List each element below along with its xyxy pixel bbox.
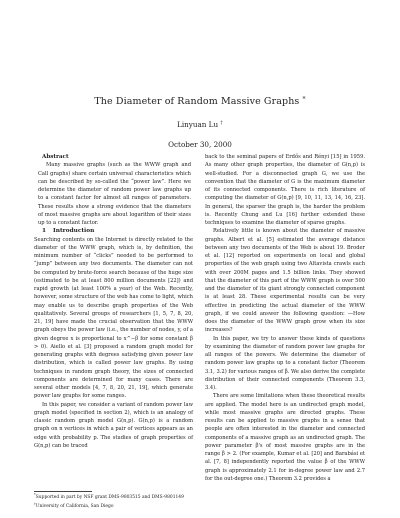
section-title: Introduction — [53, 228, 95, 235]
intro-paragraph-1: Searching contents on the Internet is directly related to the diameter of the WWW graph, which is, by definition, the minimum number of “clicks” needed to be performed to “jump” between any two documents. The diameter can not be computed by brute-force search because of the huge size (estimated to be at least 800 million documents [22]) and rapid growth (at least 100% a year) of the Web. Recently, however, some structure of the web has come to light, which may enable us to describe graph properties of the Web qualitatively. Several groups of researchers [1, 5, 7, 8, 20, 21, 19] have made the crucial observation that the WWW graph obeys the power law (i.e., the number of nodes, y, of a given degree x is proportional to x^−β for some constant β > 0). Aiello et al. [3] proposed a random graph model for generating graphs with degrees satisfying given power law distribution, which is called power law graphs. By using techniques in random graph theory, the sizes of connected components are determined for many cases. There are several other models [4, 7, 8, 20, 21, 19], which generate power law graphs for some ranges. — [34, 236, 193, 400]
left-column — [34, 153, 193, 450]
title-footnote-mark: * — [302, 96, 306, 103]
right-column — [205, 153, 365, 483]
abstract-heading: Abstract — [42, 154, 69, 160]
footnote-1-text: Supported in part by NSF grant DMS-9803515 and DMS-9801149 — [35, 495, 184, 500]
paper-date: October 30, 2000 — [168, 140, 232, 149]
footnote-1-mark: * — [34, 493, 36, 497]
paper-title-text: The Diameter of Random Massive Graphs — [94, 96, 300, 107]
footnote-1 — [34, 492, 193, 501]
footnotes — [34, 491, 193, 510]
right-paragraph-4: There are some limitations when these theoretical results are applied. The model here is an undirected graph model, while most massive graphs are directed graphs. These results can be applied to massive graphs in a sense that people are often interested in the diameter and connected components of a massive graph as an undirected graph. The power parameter β's of most massive graphs are in the range β > 2. (For example, Kumar et al. [20] and Barabási et al. [7, 8] independently reported the value β of the WWW graph is approximately 2.1 for in-degree power law and 2.7 for the out-degree one.) Theorem 3.2 provides a — [205, 393, 365, 482]
right-paragraph-2: Relatively little is known about the diameter of massive graphs. Albert et al. [5] estimated the average distance between any two documents of the Web is about 19. Broder et al. [12] reported on experiments on local and global properties of the web graph using two Altavista crawls each with over 200M pages and 1.5 billion links. They showed that the diameter of this part of the WWW graph is over 500 and the diameter of its giant strongly connected component is at least 28. These experimental results can be very effective in predicting the actual diameter of the WWW graph, if we could answer the following question: —How does the diameter of the WWW graph grow when its size increases? — [205, 228, 365, 334]
section-number: 1 — [42, 228, 47, 235]
abstract-body: Many massive graphs (such as the WWW graph and Call graphs) share certain universal characteristics which can be described by so-called the “power law”. Here we determine the diameter of random power law graphs up to a constant factor for almost all ranges of parameters. These results show a strong evidence that the diameters of most massive graphs are about logarithm of their sizes up to a constant factor. — [38, 162, 191, 226]
right-paragraph-1: back to the seminal papers of Erdős and Rényi [15] in 1959. As many other graph properties, the diameter of G(n,p) is well-studied. For a disconnected graph G, we use the convention that the diameter of G is the maximum diameter of its connected components. There is rich literature of computing the diameter of G(n,p) [9, 10, 11, 13, 14, 16, 23]. In general, the sparser the graph is, the harder the problem is. Recently Chung and Lu [16] further extended these techniques to examine the diameter of sparse graphs. — [205, 154, 365, 226]
author-footnote-mark: † — [220, 120, 223, 126]
intro-paragraph-2: In this paper, we consider a variant of random power law graph model (specified in section 2), which is an analogy of classic random graph model G(n,p). G(n,p) is a random graph on n vertices in which a pair of vertices appears as an edge with probability p. The studies of graph properties of G(n,p) can be traced — [34, 401, 193, 449]
author-name: Linyuan Lu — [177, 120, 219, 129]
footnote-2-text: University of California, San Diego — [35, 504, 114, 509]
paper-title — [0, 96, 400, 107]
footnote-2-mark: † — [34, 502, 36, 506]
right-paragraph-3: In this paper, we try to answer these kinds of questions by examining the diameter of random power law graphs for all ranges of the powers. We determine the diameter of random power law graphs up to a constant factor (Theorem 3.1, 3.2) for various ranges of β. We also derive the complete distribution of their connected components (Theorem 3.3, 3.4). — [205, 335, 365, 391]
paper-author — [0, 120, 400, 129]
section-heading — [34, 227, 193, 235]
footnote-2 — [34, 501, 193, 510]
